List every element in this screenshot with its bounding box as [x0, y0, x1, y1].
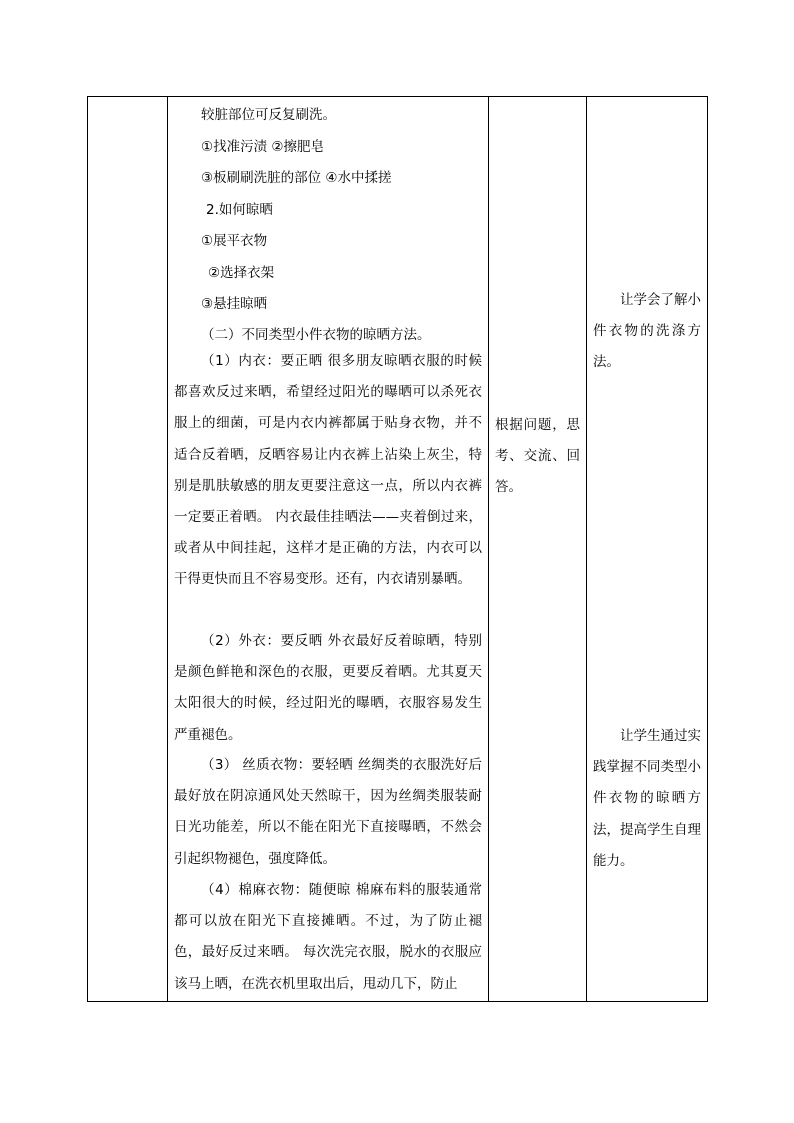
stage-cell — [88, 97, 168, 1002]
wash-steps-line-1: ①找准污渍 ②擦肥皂 — [201, 139, 324, 155]
dry-heading: 2.如何晾晒 — [206, 202, 273, 218]
table-row — [88, 97, 708, 1002]
intent-goal-2: 让学生通过实践掌握不同类型小件衣物的晾晒方法，提高学生自理能力。 — [593, 728, 701, 869]
section-title: （二）不同类型小件衣物的晾晒方法。 — [201, 327, 431, 343]
dry-step-1: ①展平衣物 — [201, 233, 268, 249]
dry-step-3: ③悬挂晾晒 — [201, 296, 268, 312]
design-intent-cell — [587, 97, 708, 1002]
wash-repeat-line: 较脏部位可反复刷洗。 — [201, 107, 336, 123]
intent-goal-1: 让学会了解小件衣物的洗涤方法。 — [593, 292, 701, 371]
wash-steps-line-2: ③板刷刷洗脏的部位 ④水中揉搓 — [201, 170, 392, 186]
outerwear-paragraph: （2）外衣：要反晒 外衣最好反着晾晒，特别是颜色鲜艳和深色的衣服，更要反着晒。尤其夏天太阳很大的时候，经过阳光的曝晒，衣服容易发生严重褪色。 — [174, 633, 482, 743]
cotton-paragraph: （4）棉麻衣物：随便晾 棉麻布料的服装通常都可以放在阳光下直接摊晒。不过，为了防止褪色，最好反过来晒。 每次洗完衣服，脱水的衣服应该马上晒，在洗衣机里取出后，甩动几下，防止 — [174, 882, 482, 992]
teaching-content-cell — [168, 97, 489, 1002]
student-activity-text: 根据问题，思考、交流、回答。 — [495, 417, 580, 496]
lesson-plan-table — [87, 96, 708, 1002]
underwear-paragraph: （1）内衣：要正晒 很多朋友晾晒衣服的时候都喜欢反过来晒，希望经过阳光的曝晒可以杀死衣服上的细菌，可是内衣内裤都属于贴身衣物，并不适合反着晒，反晒容易让内衣裤上沾染上灰尘，特别是肌肤敏感的朋友更要注意这一点，所以内衣裤一定要正着晒。 内衣最佳挂晒法——夹着倒过来，或者从中间挂起，这样才是正确的方法，内衣可以干得更快而且不容易变形。还有，内衣请别暴晒。 — [174, 353, 482, 588]
dry-step-2: ②选择衣架 — [208, 265, 275, 281]
student-activity-cell — [489, 97, 587, 1002]
silk-paragraph: （3） 丝质衣物：要轻晒 丝绸类的衣服洗好后最好放在阴凉通风处天然晾干，因为丝绸类服装耐日光功能差，所以不能在阳光下直接曝晒，不然会引起织物褪色，强度降低。 — [174, 757, 482, 867]
